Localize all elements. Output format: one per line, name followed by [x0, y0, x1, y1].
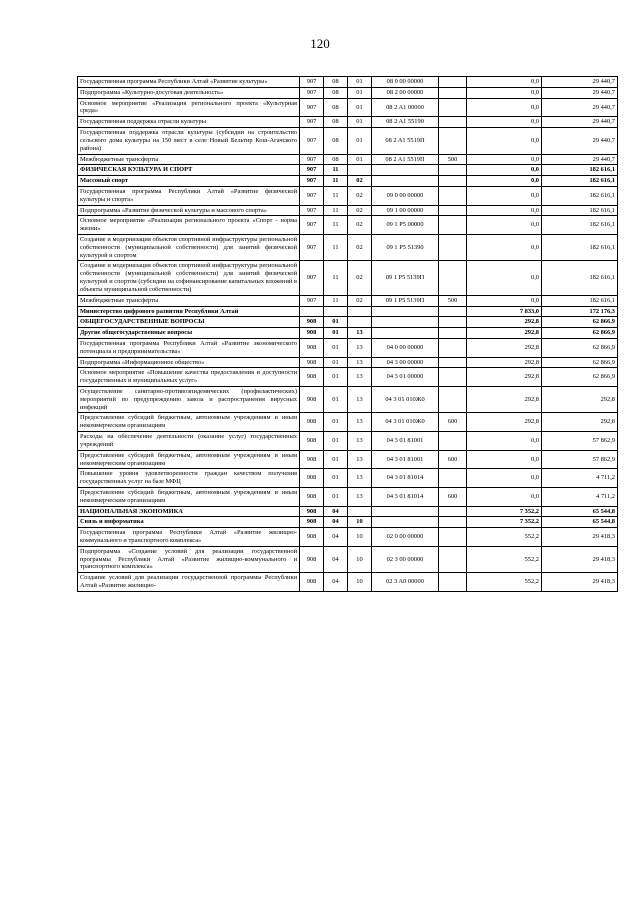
amount-2020-cell: 0,0 [467, 128, 542, 154]
row-name-cell: Предоставление субсидий бюджетным, автономным учреждениям и иным некоммерческим организациям [78, 413, 300, 432]
section-code-cell: 01 [324, 487, 348, 506]
table-row [78, 117, 618, 128]
table-row [78, 528, 618, 547]
expense-type-cell [439, 528, 467, 547]
target-article-cell: 02 3 A0 00000 [372, 573, 439, 592]
target-article-cell: 04 0 00 00000 [372, 338, 439, 357]
amount-2020-cell: 292,8 [467, 387, 542, 413]
subsection-code-cell: 02 [348, 216, 372, 235]
section-code-cell: 11 [324, 176, 348, 187]
target-article-cell: 09 0 00 00000 [372, 186, 439, 205]
section-code-cell: 08 [324, 154, 348, 165]
amount-2020-cell: 0,0 [467, 176, 542, 187]
table-row [78, 487, 618, 506]
section-code-cell: 01 [324, 469, 348, 488]
subsection-code-cell: 13 [348, 469, 372, 488]
amount-2020-cell: 552,2 [467, 546, 542, 572]
ministry-code-cell: 907 [300, 216, 324, 235]
expense-type-cell: 600 [439, 487, 467, 506]
amount-2020-cell: 7 352,2 [467, 506, 542, 517]
amount-2020-cell: 0,0 [467, 87, 542, 98]
table-row [78, 98, 618, 117]
ministry-code-cell: 907 [300, 77, 324, 88]
section-code-cell: 01 [324, 450, 348, 469]
amount-2020-cell: 0,0 [467, 295, 542, 306]
budget-table [77, 76, 618, 592]
amount-2020-cell: 0,0 [467, 450, 542, 469]
amount-2021-cell: 62 866,9 [542, 357, 618, 368]
amount-2021-cell: 182 616,1 [542, 216, 618, 235]
amount-2021-cell: 172 176,3 [542, 306, 618, 317]
amount-2021-cell: 29 440,7 [542, 154, 618, 165]
expense-type-cell [439, 77, 467, 88]
amount-2021-cell: 4 711,2 [542, 469, 618, 488]
amount-2020-cell: 292,8 [467, 317, 542, 328]
amount-2021-cell: 292,8 [542, 387, 618, 413]
target-article-cell: 04 3 01 81001 [372, 450, 439, 469]
section-code-cell: 08 [324, 128, 348, 154]
section-code-cell: 04 [324, 528, 348, 547]
table-row [78, 186, 618, 205]
subsection-code-cell: 02 [348, 295, 372, 306]
expense-type-cell [439, 469, 467, 488]
subsection-code-cell [348, 506, 372, 517]
section-code-cell: 01 [324, 317, 348, 328]
amount-2020-cell: 7 352,2 [467, 517, 542, 528]
subsection-code-cell: 13 [348, 338, 372, 357]
subsection-code-cell: 10 [348, 528, 372, 547]
row-name-cell: Связь и информатика [78, 517, 300, 528]
expense-type-cell [439, 317, 467, 328]
amount-2021-cell: 29 440,7 [542, 128, 618, 154]
amount-2021-cell: 65 544,8 [542, 517, 618, 528]
section-code-cell: 01 [324, 328, 348, 339]
table-row [78, 368, 618, 387]
ministry-code-cell: 907 [300, 87, 324, 98]
expense-type-cell [439, 573, 467, 592]
expense-type-cell [439, 128, 467, 154]
amount-2021-cell: 182 616,1 [542, 186, 618, 205]
target-article-cell: 09 1 P5 51390 [372, 235, 439, 261]
ministry-code-cell: 908 [300, 487, 324, 506]
ministry-code-cell: 908 [300, 546, 324, 572]
expense-type-cell [439, 387, 467, 413]
subsection-code-cell: 02 [348, 176, 372, 187]
amount-2021-cell: 62 866,9 [542, 368, 618, 387]
target-article-cell [372, 317, 439, 328]
expense-type-cell [439, 176, 467, 187]
section-code-cell: 08 [324, 117, 348, 128]
expense-type-cell [439, 165, 467, 176]
amount-2020-cell: 292,8 [467, 368, 542, 387]
section-code-cell: 11 [324, 261, 348, 295]
section-code-cell: 11 [324, 186, 348, 205]
table-row [78, 295, 618, 306]
section-code-cell: 01 [324, 413, 348, 432]
subsection-code-cell: 02 [348, 186, 372, 205]
row-name-cell: Подпрограмма «Культурно-досуговая деятельность» [78, 87, 300, 98]
amount-2021-cell: 29 418,3 [542, 528, 618, 547]
ministry-code-cell: 907 [300, 261, 324, 295]
ministry-code-cell: 908 [300, 573, 324, 592]
table-row [78, 87, 618, 98]
ministry-code-cell: 908 [300, 506, 324, 517]
section-code-cell: 11 [324, 205, 348, 216]
target-article-cell: 09 1 P5 5139П [372, 261, 439, 295]
expense-type-cell: 500 [439, 154, 467, 165]
expense-type-cell [439, 98, 467, 117]
amount-2020-cell: 292,8 [467, 338, 542, 357]
amount-2020-cell: 0,0 [467, 469, 542, 488]
subsection-code-cell: 01 [348, 117, 372, 128]
row-name-cell: ОБЩЕГОСУДАРСТВЕННЫЕ ВОПРОСЫ [78, 317, 300, 328]
expense-type-cell [439, 235, 467, 261]
ministry-code-cell: 908 [300, 432, 324, 451]
ministry-code-cell: 908 [300, 450, 324, 469]
row-name-cell: Повышение уровня удовлетворенности граждан качеством получения государственных услуг на базе МФЦ [78, 469, 300, 488]
row-name-cell: Министерство цифрового развития Республики Алтай [78, 306, 300, 317]
target-article-cell: 04 3 01 010Ж0 [372, 413, 439, 432]
section-code-cell: 11 [324, 165, 348, 176]
target-article-cell: 04 3 00 00000 [372, 357, 439, 368]
subsection-code-cell: 13 [348, 413, 372, 432]
row-name-cell: Подпрограмма «Информационное общество» [78, 357, 300, 368]
target-article-cell: 09 1 00 00000 [372, 205, 439, 216]
amount-2020-cell: 0,0 [467, 487, 542, 506]
table-row [78, 317, 618, 328]
subsection-code-cell: 01 [348, 154, 372, 165]
expense-type-cell [439, 357, 467, 368]
amount-2020-cell: 552,2 [467, 528, 542, 547]
subsection-code-cell: 10 [348, 573, 372, 592]
subsection-code-cell: 01 [348, 87, 372, 98]
target-article-cell: 09 1 P5 00000 [372, 216, 439, 235]
amount-2021-cell: 4 711,2 [542, 487, 618, 506]
expense-type-cell [439, 186, 467, 205]
subsection-code-cell: 13 [348, 328, 372, 339]
subsection-code-cell: 01 [348, 98, 372, 117]
ministry-code-cell: 908 [300, 328, 324, 339]
ministry-code-cell [300, 306, 324, 317]
target-article-cell: 04 3 01 00000 [372, 368, 439, 387]
subsection-code-cell: 01 [348, 128, 372, 154]
amount-2021-cell: 65 544,8 [542, 506, 618, 517]
table-row [78, 205, 618, 216]
amount-2020-cell: 0,0 [467, 117, 542, 128]
amount-2020-cell: 0,0 [467, 432, 542, 451]
expense-type-cell [439, 506, 467, 517]
row-name-cell: Создание условий для реализации государственной программы Республики Алтай «Развитие жилищно- [78, 573, 300, 592]
table-row [78, 261, 618, 295]
table-row [78, 432, 618, 451]
table-row [78, 413, 618, 432]
amount-2020-cell: 0,0 [467, 235, 542, 261]
section-code-cell: 01 [324, 432, 348, 451]
amount-2020-cell: 0,0 [467, 77, 542, 88]
amount-2021-cell: 182 616,1 [542, 165, 618, 176]
ministry-code-cell: 907 [300, 176, 324, 187]
amount-2021-cell: 29 440,7 [542, 117, 618, 128]
table-row [78, 387, 618, 413]
section-code-cell: 01 [324, 368, 348, 387]
expense-type-cell [439, 338, 467, 357]
subsection-code-cell: 13 [348, 450, 372, 469]
target-article-cell [372, 517, 439, 528]
row-name-cell: Государственная программа Республики Алтай «Развитие жилищно-коммунального и транспортного комплекса» [78, 528, 300, 547]
table-row [78, 546, 618, 572]
row-name-cell: Расходы на обеспечение деятельности (оказание услуг) государственных учреждений [78, 432, 300, 451]
expense-type-cell: 600 [439, 450, 467, 469]
amount-2020-cell: 0,0 [467, 154, 542, 165]
expense-type-cell [439, 216, 467, 235]
section-code-cell: 04 [324, 546, 348, 572]
amount-2020-cell: 7 833,0 [467, 306, 542, 317]
amount-2021-cell: 29 418,3 [542, 546, 618, 572]
row-name-cell: Межбюджетные трансферты [78, 295, 300, 306]
amount-2021-cell: 182 616,1 [542, 205, 618, 216]
expense-type-cell [439, 87, 467, 98]
section-code-cell: 04 [324, 506, 348, 517]
expense-type-cell [439, 368, 467, 387]
expense-type-cell [439, 517, 467, 528]
section-code-cell: 08 [324, 77, 348, 88]
expense-type-cell [439, 306, 467, 317]
row-name-cell: Основное мероприятие «Реализация регионального проекта «Культурная среда» [78, 98, 300, 117]
subsection-code-cell [348, 306, 372, 317]
subsection-code-cell: 01 [348, 77, 372, 88]
section-code-cell: 11 [324, 216, 348, 235]
target-article-cell: 08 2 A1 5519П [372, 128, 439, 154]
amount-2021-cell: 182 616,1 [542, 176, 618, 187]
subsection-code-cell: 13 [348, 368, 372, 387]
section-code-cell: 01 [324, 338, 348, 357]
row-name-cell: Государственная программа Республики Алтай «Развитие физической культуры и спорта» [78, 186, 300, 205]
amount-2020-cell: 292,8 [467, 357, 542, 368]
target-article-cell [372, 165, 439, 176]
amount-2021-cell: 182 616,1 [542, 261, 618, 295]
amount-2021-cell: 57 862,9 [542, 432, 618, 451]
ministry-code-cell: 907 [300, 295, 324, 306]
ministry-code-cell: 908 [300, 469, 324, 488]
table-row [78, 573, 618, 592]
target-article-cell: 08 2 A1 00000 [372, 98, 439, 117]
ministry-code-cell: 908 [300, 528, 324, 547]
target-article-cell: 08 2 A1 55190 [372, 117, 439, 128]
section-code-cell: 11 [324, 295, 348, 306]
table-row [78, 165, 618, 176]
ministry-code-cell: 907 [300, 165, 324, 176]
table-row [78, 154, 618, 165]
table-row [78, 306, 618, 317]
target-article-cell: 08 2 A1 5519П [372, 154, 439, 165]
expense-type-cell [439, 117, 467, 128]
row-name-cell: Подпрограмма «Создание условий для реализации государственной программы Республики Алтай «Развитие жилищно-коммунального и транспортного комплекса» [78, 546, 300, 572]
amount-2021-cell: 29 418,3 [542, 573, 618, 592]
table-row [78, 506, 618, 517]
subsection-code-cell: 02 [348, 235, 372, 261]
ministry-code-cell: 907 [300, 205, 324, 216]
expense-type-cell: 600 [439, 413, 467, 432]
table-row [78, 328, 618, 339]
subsection-code-cell: 02 [348, 261, 372, 295]
target-article-cell: 04 3 01 010Ж0 [372, 387, 439, 413]
table-row [78, 128, 618, 154]
section-code-cell: 04 [324, 517, 348, 528]
subsection-code-cell: 13 [348, 387, 372, 413]
row-name-cell: Государственная программа Республики Алтай «Развитие экономического потенциала и предпринимательства» [78, 338, 300, 357]
ministry-code-cell: 908 [300, 317, 324, 328]
amount-2021-cell: 62 866,9 [542, 328, 618, 339]
table-row [78, 176, 618, 187]
amount-2021-cell: 57 862,9 [542, 450, 618, 469]
row-name-cell: Государственная поддержка отрасли культуры (субсидии на строительство сельского дома культуры на 150 мест в селе Новый Бельтир Кош-Агачского района) [78, 128, 300, 154]
table-row [78, 517, 618, 528]
ministry-code-cell: 907 [300, 128, 324, 154]
amount-2021-cell: 182 616,1 [542, 295, 618, 306]
expense-type-cell [439, 205, 467, 216]
ministry-code-cell: 907 [300, 235, 324, 261]
expense-type-cell [439, 546, 467, 572]
row-name-cell: Осуществление санитарно-противоэпидемических (профилактических) мероприятий по предупреждению завоза и распространения вирусных инфекций [78, 387, 300, 413]
row-name-cell: Создание и модернизация объектов спортивной инфраструктуры региональной собственности (муниципальной собственности) для занятий физической культурой и спортом [78, 235, 300, 261]
subsection-code-cell [348, 165, 372, 176]
target-article-cell: 08 0 00 00000 [372, 77, 439, 88]
subsection-code-cell: 10 [348, 517, 372, 528]
amount-2020-cell: 0,0 [467, 98, 542, 117]
table-row [78, 235, 618, 261]
row-name-cell: Массовый спорт [78, 176, 300, 187]
ministry-code-cell: 908 [300, 387, 324, 413]
ministry-code-cell: 907 [300, 186, 324, 205]
target-article-cell: 04 3 01 81001 [372, 432, 439, 451]
row-name-cell: НАЦИОНАЛЬНАЯ ЭКОНОМИКА [78, 506, 300, 517]
subsection-code-cell: 13 [348, 432, 372, 451]
row-name-cell: Межбюджетные трансферты [78, 154, 300, 165]
target-article-cell: 02 0 00 00000 [372, 528, 439, 547]
row-name-cell: Подпрограмма «Развитие физической культуры и массового спорта» [78, 205, 300, 216]
section-code-cell: 01 [324, 357, 348, 368]
target-article-cell: 02 3 00 00000 [372, 546, 439, 572]
subsection-code-cell [348, 317, 372, 328]
row-name-cell: Предоставление субсидий бюджетным, автономным учреждениям и иным некоммерческим организациям [78, 487, 300, 506]
section-code-cell: 04 [324, 573, 348, 592]
table-row [78, 469, 618, 488]
ministry-code-cell: 908 [300, 517, 324, 528]
amount-2021-cell: 29 440,7 [542, 77, 618, 88]
target-article-cell [372, 306, 439, 317]
ministry-code-cell: 907 [300, 98, 324, 117]
expense-type-cell [439, 432, 467, 451]
row-name-cell: Государственная программа Республики Алтай «Развитие культуры» [78, 77, 300, 88]
row-name-cell: Государственная поддержка отрасли культуры [78, 117, 300, 128]
row-name-cell: Предоставление субсидий бюджетным, автономным учреждениям и иным некоммерческим организациям [78, 450, 300, 469]
ministry-code-cell: 907 [300, 117, 324, 128]
row-name-cell: Основное мероприятие «Повышение качества предоставления и доступности государственных и муниципальных услуг» [78, 368, 300, 387]
amount-2020-cell: 0,0 [467, 165, 542, 176]
ministry-code-cell: 908 [300, 357, 324, 368]
row-name-cell: ФИЗИЧЕСКАЯ КУЛЬТУРА И СПОРТ [78, 165, 300, 176]
expense-type-cell [439, 261, 467, 295]
amount-2020-cell: 0,0 [467, 186, 542, 205]
section-code-cell [324, 306, 348, 317]
subsection-code-cell: 02 [348, 205, 372, 216]
amount-2020-cell: 292,8 [467, 328, 542, 339]
row-name-cell: Создание и модернизация объектов спортивной инфраструктуры региональной собственности (муниципальной собственности) для занятий физической культурой и спортом (субсидии на софинансирование капитальных вложений в объекты муниципальной собственности) [78, 261, 300, 295]
amount-2020-cell: 0,0 [467, 261, 542, 295]
target-article-cell [372, 176, 439, 187]
amount-2021-cell: 292,8 [542, 413, 618, 432]
subsection-code-cell: 10 [348, 546, 372, 572]
page-number: 120 [310, 36, 330, 51]
table-row [78, 216, 618, 235]
table-row [78, 357, 618, 368]
target-article-cell: 04 3 01 81014 [372, 487, 439, 506]
section-code-cell: 08 [324, 98, 348, 117]
amount-2020-cell: 552,2 [467, 573, 542, 592]
subsection-code-cell: 13 [348, 357, 372, 368]
section-code-cell: 08 [324, 87, 348, 98]
target-article-cell [372, 328, 439, 339]
amount-2020-cell: 0,0 [467, 216, 542, 235]
ministry-code-cell: 907 [300, 154, 324, 165]
section-code-cell: 01 [324, 387, 348, 413]
amount-2021-cell: 62 866,9 [542, 338, 618, 357]
table-body [78, 77, 618, 592]
amount-2021-cell: 182 616,1 [542, 235, 618, 261]
target-article-cell [372, 506, 439, 517]
target-article-cell: 08 2 00 00000 [372, 87, 439, 98]
target-article-cell: 09 1 P5 5139П [372, 295, 439, 306]
amount-2021-cell: 29 440,7 [542, 98, 618, 117]
amount-2020-cell: 292,8 [467, 413, 542, 432]
table-row [78, 338, 618, 357]
ministry-code-cell: 908 [300, 368, 324, 387]
amount-2021-cell: 62 866,9 [542, 317, 618, 328]
expense-type-cell: 500 [439, 295, 467, 306]
table-row [78, 450, 618, 469]
subsection-code-cell: 13 [348, 487, 372, 506]
row-name-cell: Другие общегосударственные вопросы [78, 328, 300, 339]
table-row [78, 77, 618, 88]
section-code-cell: 11 [324, 235, 348, 261]
expense-type-cell [439, 328, 467, 339]
row-name-cell: Основное мероприятие «Реализация регионального проекта «Спорт - норма жизни» [78, 216, 300, 235]
amount-2020-cell: 0,0 [467, 205, 542, 216]
ministry-code-cell: 908 [300, 413, 324, 432]
amount-2021-cell: 29 440,7 [542, 87, 618, 98]
ministry-code-cell: 908 [300, 338, 324, 357]
target-article-cell: 04 3 01 81014 [372, 469, 439, 488]
